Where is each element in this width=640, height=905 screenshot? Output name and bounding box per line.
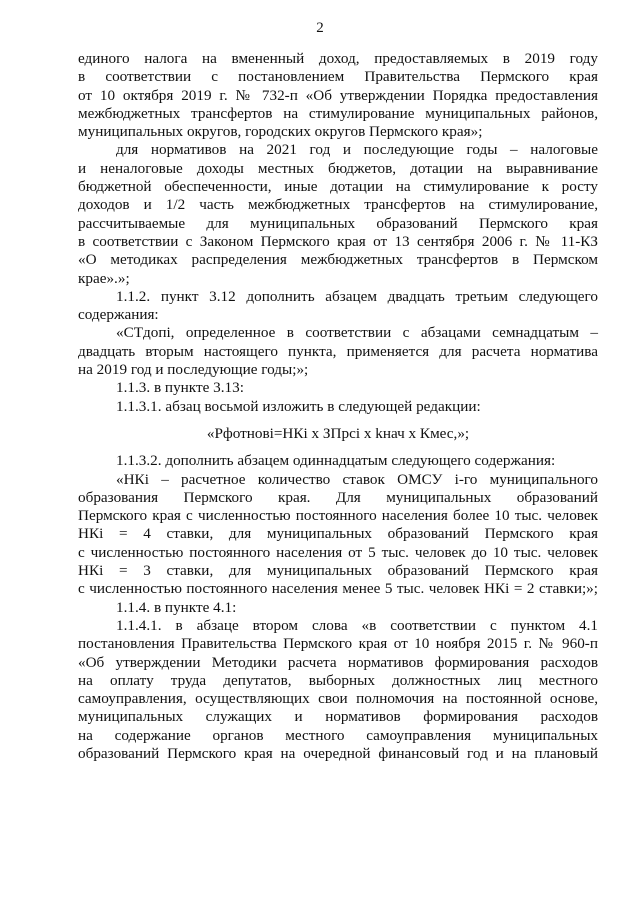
text-line: в соответствии с постановлением Правительства Пермского края	[78, 68, 598, 86]
page-number: 2	[316, 20, 324, 36]
text-line: и неналоговые доходы местных бюджетов, дотации на выравнивание	[78, 159, 598, 177]
document-body	[78, 50, 598, 763]
text-line: крае».»;	[78, 269, 130, 287]
text-line: 1.1.3.2. дополнить абзацем одиннадцатым следующего содержания:	[116, 452, 556, 470]
text-line: на оплату труда депутатов, выборных должностных лиц местного	[78, 671, 598, 689]
text-line: с численностью постоянного населения от 5 тыс. человек до 10 тыс. человек	[78, 543, 598, 561]
paragraph-gap	[78, 443, 598, 452]
text-line: муниципальных округов, городских округов Пермского края»;	[78, 123, 483, 141]
text-line: для нормативов на 2021 год и последующие годы – налоговые	[116, 141, 598, 159]
text-line: НКi = 4 ставки, для муниципальных образований Пермского края	[78, 525, 598, 543]
text-line: 1.1.3.1. абзац восьмой изложить в следующей редакции:	[116, 397, 481, 415]
text-line: 1.1.4.1. в абзаце втором слова «в соответствии с пунктом 4.1	[116, 616, 598, 634]
text-line: «СТдопi, определенное в соответствии с абзацами семнадцатым –	[116, 324, 598, 342]
text-line: двадцать вторым настоящего пункта, применяется для расчета норматива	[78, 342, 598, 360]
text-line: 1.1.2. пункт 3.12 дополнить абзацем двадцать третьим следующего	[116, 287, 598, 305]
text-line: на 2019 год и последующие годы;»;	[78, 361, 309, 379]
text-line: Пермского края с численностью постоянного населения более 10 тыс. человек	[78, 507, 598, 525]
text-line: от 10 октября 2019 г. № 732-п «Об утверждении Порядка предоставления	[78, 86, 598, 104]
text-line: НКi = 3 ставки, для муниципальных образований Пермского края	[78, 562, 598, 580]
text-line: 1.1.4. в пункте 4.1:	[116, 598, 237, 616]
formula-line: «Рфотновi=НКi х ЗПрсi х kнач х Кмес,»;	[206, 424, 470, 442]
text-line: «О методиках распределения межбюджетных трансфертов в Пермском	[78, 251, 598, 269]
text-line: образований Пермского края на очередной финансовый год и на плановый	[78, 744, 598, 762]
text-line: «НКi – расчетное количество ставок ОМСУ i-го муниципального	[116, 470, 598, 488]
text-line: муниципальных служащих и нормативов формирования расходов	[78, 708, 598, 726]
text-line: межбюджетных трансфертов на стимулирование муниципальных районов,	[78, 104, 598, 122]
text-line: с численностью постоянного населения менее 5 тыс. человек НКi = 2 ставки;»;	[78, 580, 598, 598]
text-line: образования Пермского края. Для муниципальных образований	[78, 488, 598, 506]
text-line: в соответствии с Законом Пермского края от 13 сентября 2006 г. № 11-КЗ	[78, 232, 598, 250]
text-line: 1.1.3. в пункте 3.13:	[116, 379, 244, 397]
text-line: рассчитываемые для муниципальных образований Пермского края	[78, 214, 598, 232]
text-line: бюджетной обеспеченности, иные дотации на стимулирование к росту	[78, 178, 598, 196]
text-line: доходов и 1/2 часть межбюджетных трансфертов на стимулирование,	[78, 196, 598, 214]
text-line: на содержание органов местного самоуправления муниципальных	[78, 726, 598, 744]
text-line: «Об утверждении Методики расчета нормативов формирования расходов	[78, 653, 598, 671]
text-line: единого налога на вмененный доход, предоставляемых в 2019 году	[78, 50, 598, 67]
text-line: содержания:	[78, 306, 159, 324]
text-line: самоуправления, осуществляющих свои полномочия на постоянной основе,	[78, 690, 598, 708]
text-line: постановления Правительства Пермского края от 10 ноября 2015 г. № 960-п	[78, 635, 598, 653]
paragraph-gap	[78, 416, 598, 425]
